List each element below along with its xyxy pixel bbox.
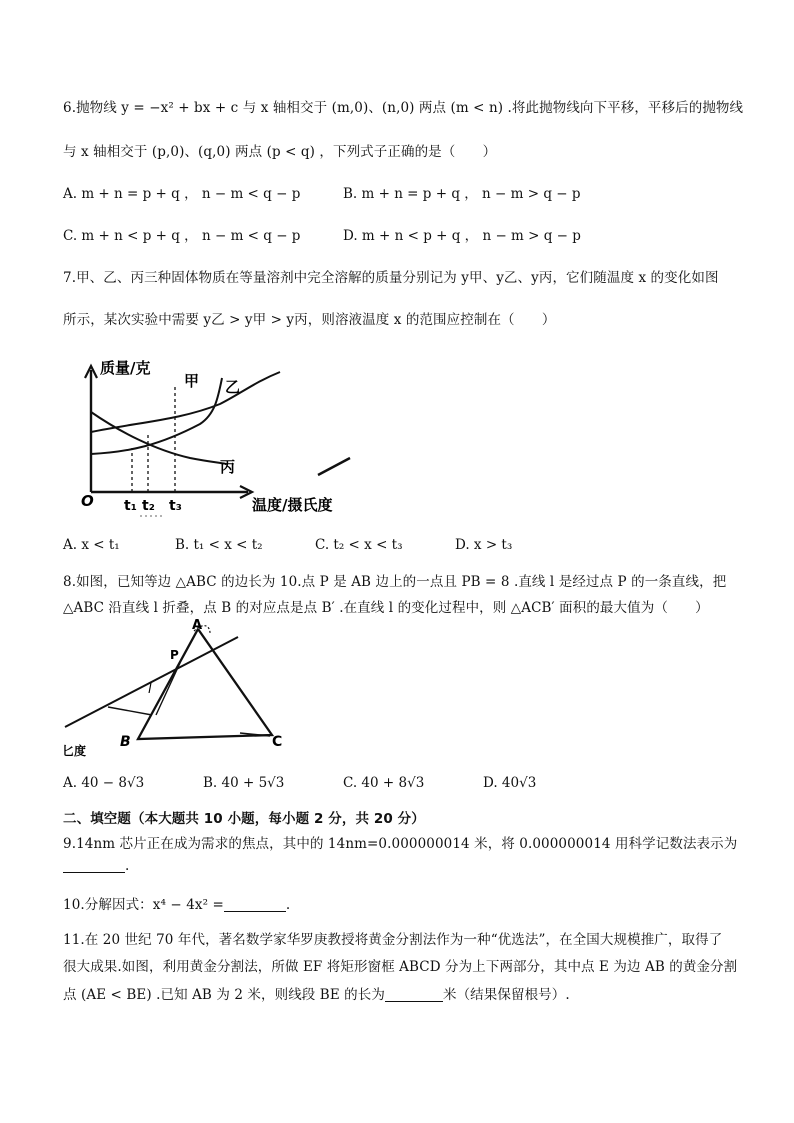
q7-y-label: 质量/克: [100, 359, 151, 377]
q8-edge-text: 匕度: [62, 744, 87, 758]
q9-line1: 9.14nm 芯片正在成为需求的焦点，其中的 14nm=0.000000014 米，将 0.000000014 用科学记数法表示为: [63, 836, 738, 852]
q8-option-d[interactable]: D. 40√3: [483, 775, 537, 791]
q6-option-b[interactable]: B. m + n = p + q ， n − m > q − p: [343, 186, 581, 202]
q7-option-a[interactable]: A. x < t₁: [63, 537, 120, 553]
q6-option-d[interactable]: D. m + n < p + q ， n − m > q − p: [343, 228, 581, 244]
q8-label-a: A: [192, 618, 203, 633]
q10-prefix: 10.分解因式：x⁴ − 4x² =: [63, 897, 224, 913]
q8-option-b[interactable]: B. 40 + 5√3: [203, 775, 285, 791]
q7-tick-t1: t₁: [124, 498, 137, 514]
q8-label-b: B: [120, 734, 131, 750]
q11-line3-prefix: 点 (AE < BE) .已知 AB 为 2 米，则线段 BE 的长为: [63, 987, 385, 1003]
q7-label-yi: 乙: [225, 378, 241, 396]
q11-line3: [63, 983, 570, 1003]
q9-answer-blank[interactable]: [63, 858, 125, 873]
q11-line1: 11.在 20 世纪 70 年代，著名数学家华罗庚教授将黄金分割法作为一种“优选法”，在全国大规模推广，取得了: [63, 932, 723, 948]
q6-line1: 6.抛物线 y = −x² + bx + c 与 x 轴相交于 (m,0)、(n,0) 两点 (m < n) .将此抛物线向下平移，平移后的抛物线: [63, 100, 744, 116]
section2-heading: 二、填空题（本大题共 10 小题，每小题 2 分，共 20 分）: [63, 811, 425, 827]
q8-option-c[interactable]: C. 40 + 8√3: [343, 775, 425, 791]
q7-origin-label: O: [81, 492, 94, 510]
q8-label-l: l: [148, 682, 152, 697]
q8-figure: [60, 615, 300, 760]
q10-line: [63, 893, 290, 913]
q7-label-jia: 甲: [184, 372, 200, 390]
q8-line1: 8.如图，已知等边 △ABC 的边长为 10.点 P 是 AB 边上的一点且 PB = 8 .直线 l 是经过点 P 的一条直线，把: [63, 574, 727, 590]
q8-triangle: [138, 629, 272, 739]
q9-answer-line: [63, 858, 129, 874]
q8-option-a[interactable]: A. 40 − 8√3: [63, 775, 145, 791]
q7-line1: 7.甲、乙、丙三种固体物质在等量溶剂中完全溶解的质量分别记为 y甲、y乙、y丙，它们随温度 x 的变化如图: [63, 270, 719, 286]
q9-line2-end: .: [125, 858, 130, 874]
q7-option-b[interactable]: B. t₁ < x < t₂: [175, 537, 263, 553]
q11-line3-suffix: 米（结果保留根号）.: [442, 987, 570, 1003]
q6-option-a[interactable]: A. m + n = p + q ， n − m < q − p: [63, 186, 301, 202]
q10-suffix: .: [285, 897, 291, 913]
q11-line2: 很大成果.如图，利用黄金分割法，所做 EF 将矩形窗框 ABCD 分为上下两部分，其中点 E 为边 AB 的黄金分割: [63, 959, 738, 975]
q7-curve-jia: [91, 378, 222, 454]
q10-answer-blank[interactable]: [224, 897, 286, 912]
q6-option-c[interactable]: C. m + n < p + q ， n − m < q − p: [63, 228, 301, 244]
q6-line2: 与 x 轴相交于 (p,0)、(q,0) 两点 (p < q) ，下列式子正确的是（ ）: [63, 144, 497, 160]
q8-label-c: C: [272, 734, 283, 750]
q7-line2: 所示，某次实验中需要 y乙 > y甲 > y丙，则溶液温度 x 的范围应控制在（ ）: [63, 312, 556, 328]
q8-line2: △ABC 沿直线 l 折叠，点 B 的对应点是点 B′ .在直线 l 的变化过程中，则 △ACB′ 面积的最大值为（ ）: [63, 600, 709, 616]
q8-label-p: P: [170, 648, 179, 662]
q7-tick-t2: t₂: [142, 498, 155, 514]
q11-answer-blank[interactable]: [385, 987, 443, 1002]
q7-graph: [80, 350, 370, 525]
q7-label-bing: 丙: [220, 458, 236, 476]
q7-x-label: 温度/摄氏度: [252, 496, 333, 514]
q7-stray-stroke: [318, 458, 350, 475]
q7-option-c[interactable]: C. t₂ < x < t₃: [315, 537, 403, 553]
q7-option-d[interactable]: D. x > t₃: [455, 537, 513, 553]
q7-tick-t3: t₃: [169, 498, 182, 514]
